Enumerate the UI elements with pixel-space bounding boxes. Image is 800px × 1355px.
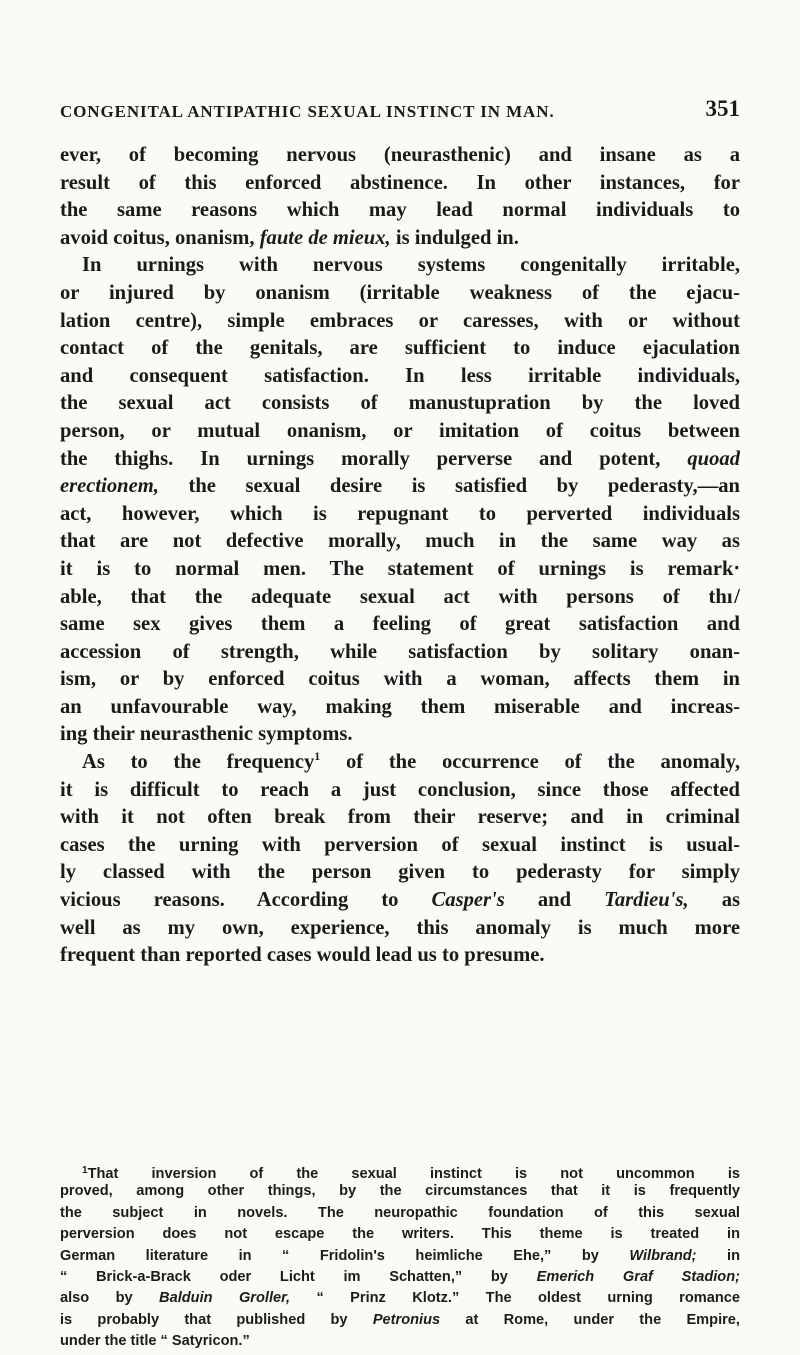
text-line: lation centre), simple embraces or caresses, with or without [60, 309, 740, 332]
text-line: it is difficult to reach a just conclusion, since those affected [60, 778, 740, 801]
author-name: Tardieu's, [604, 889, 689, 912]
running-head [60, 96, 740, 130]
text-line: In urnings with nervous systems congenitally irritable, [82, 254, 740, 277]
text-line: same sex gives them a feeling of great satisfaction and [60, 613, 740, 636]
text-line: or injured by onanism (irritable weakness of the ejacu- [60, 281, 740, 304]
text-line: frequent than reported cases would lead us to presume. [60, 944, 545, 967]
text-line: able, that the adequate sexual act with persons of thı / [60, 585, 740, 608]
page-number: 351 [705, 96, 740, 121]
text-line: the thighs. In urnings morally perverse and potent, quoad [60, 447, 740, 470]
footnote-line: perversion does not escape the writers. This theme is treated in [60, 1226, 740, 1243]
running-title: CONGENITAL ANTIPATHIC SEXUAL INSTINCT IN MAN. [60, 102, 555, 121]
author-name: Emerich Graf Stadion; [536, 1268, 740, 1285]
text-line: cases the urning with perversion of sexual instinct is usual- [60, 833, 740, 856]
text-line: As to the frequency$^1$ of the occurrence of the anomaly, [82, 749, 740, 774]
text-line: with it not often break from their reserve; and in criminal [60, 806, 740, 829]
footnote [60, 1160, 740, 1353]
text-line: well as my own, experience, this anomaly is much more [60, 916, 740, 939]
footnote-line: $^1$That inversion of the sexual instinct is not uncommon is [82, 1165, 740, 1182]
body-text [60, 142, 740, 970]
footnote-line: under the title “ Satyricon.” [60, 1333, 250, 1350]
text-line: the sexual act consists of manustupration by the loved [60, 392, 740, 415]
text-line: result of this enforced abstinence. In other instances, for [60, 171, 740, 194]
text-line: person, or mutual onanism, or imitation of coitus between [60, 419, 740, 442]
latin-phrase: faute de mieux, [259, 226, 391, 249]
author-name: Petronius [372, 1311, 441, 1328]
author-name: Casper's [431, 889, 505, 912]
text-line: that are not defective morally, much in the same way as [60, 530, 740, 553]
author-name: Balduin Groller, [159, 1290, 291, 1307]
footnote-line: “ Brick-a-Brack oder Licht im Schatten,” by Emerich Graf Stadion; [60, 1268, 740, 1285]
text-line: ly classed with the person given to pederasty for simply [60, 861, 740, 884]
text-line: act, however, which is repugnant to perverted individuals [60, 502, 740, 525]
footnote-marker: 1 [82, 1165, 88, 1176]
footnote-line: proved, among other things, by the circumstances that it is frequently [60, 1183, 740, 1200]
text-line: avoid coitus, onanism, faute de mieux, is indulged in. [60, 226, 519, 249]
text-line: ism, or by enforced coitus with a woman, affects them in [60, 668, 740, 691]
text-line: erectionem, the sexual desire is satisfied by pederasty,—an [60, 475, 740, 498]
footnote-line: is probably that published by Petronius at Rome, under the Empire, [60, 1311, 740, 1328]
author-name: Wilbrand; [629, 1247, 697, 1264]
text-line: and consequent satisfaction. In less irritable individuals, [60, 364, 740, 387]
footnote-line: also by Balduin Groller, “ Prinz Klotz.” The oldest urning romance [60, 1290, 740, 1307]
footnote-line: the subject in novels. The neuropathic foundation of this sexual [60, 1204, 740, 1221]
text-line: accession of strength, while satisfaction by solitary onan- [60, 640, 740, 663]
text-line: the same reasons which may lead normal individuals to [60, 199, 740, 222]
text-line: contact of the genitals, are sufficient to induce ejaculation [60, 337, 740, 360]
text-line: ing their neurasthenic symptoms. [60, 723, 353, 746]
text-line: it is to normal men. The statement of urnings is remark‧ [60, 557, 740, 580]
latin-phrase: erectionem, [60, 475, 159, 498]
text-line: vicious reasons. According to Casper's and Tardieu's, as [60, 889, 740, 912]
text-line: ever, of becoming nervous (neurasthenic) and insane as a [60, 144, 740, 166]
latin-phrase: quoad [687, 447, 740, 470]
footnote-reference: 1 [314, 749, 321, 764]
text-line: an unfavourable way, making them miserable and increas- [60, 695, 740, 718]
footnote-line: German literature in “ Fridolin's heimliche Ehe,” by Wilbrand; in [60, 1247, 740, 1264]
